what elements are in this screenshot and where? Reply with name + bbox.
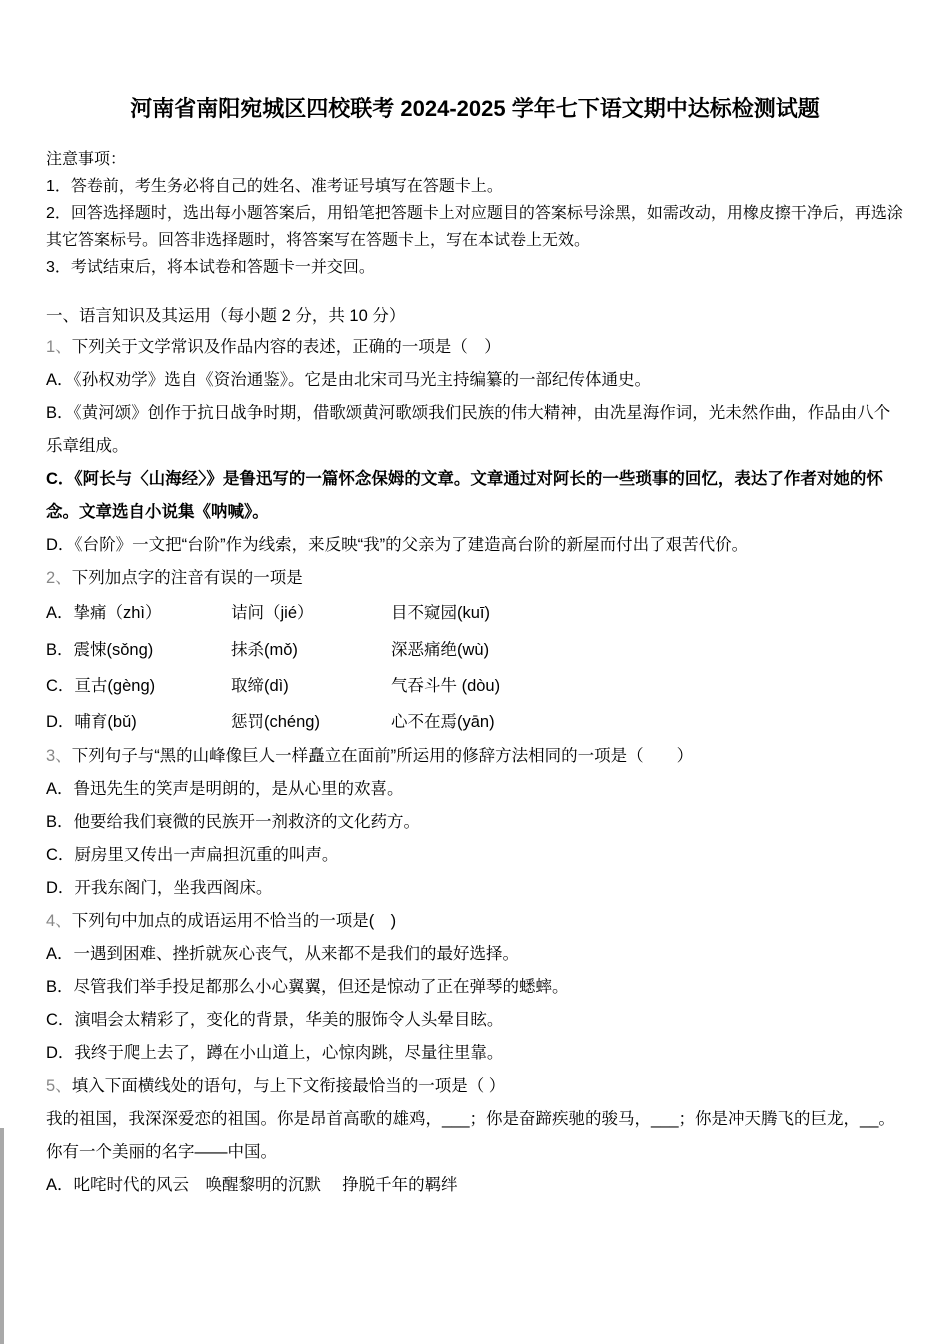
q4-option-a: A．一遇到困难、挫折就灰心丧气，从来都不是我们的最好选择。 bbox=[46, 945, 520, 964]
notice-item: 1．答卷前，考生务必将自己的姓名、准考证号填写在答题卡上。 bbox=[46, 177, 503, 195]
q2-a-col3: 目不窥园(kuī) bbox=[391, 604, 490, 623]
q5-passage: 我的祖国，我深深爱恋的祖国。你是昂首高歌的雄鸡，___；你是奋蹄疾驰的骏马，___；你是冲天腾飞的巨龙，__。你有一个美丽的名字——中国。 bbox=[46, 1110, 895, 1162]
q4-stem-text: 下列句中加点的成语运用不恰当的一项是( ) bbox=[71, 912, 397, 931]
q2-b-col3: 深恶痛绝(wù) bbox=[391, 640, 490, 659]
q2-option-c bbox=[46, 668, 904, 704]
q4-option-b: B．尽管我们举手投足都那么小心翼翼，但还是惊动了正在弹琴的蟋蟀。 bbox=[46, 978, 569, 997]
q2-d-col2: 惩罚(chéng) bbox=[231, 713, 320, 732]
q5-stem bbox=[46, 1070, 904, 1103]
q2-option-d bbox=[46, 704, 904, 740]
notice-item: 2．回答选择题时，选出每小题答案后，用铅笔把答题卡上对应题目的答案标号涂黑，如需改动，用橡皮擦干净后，再选涂其它答案标号。回答非选择题时，将答案写在答题卡上，写在本试卷上无效。 bbox=[46, 204, 903, 250]
question-number: 1、 bbox=[46, 338, 72, 357]
notice-block bbox=[46, 146, 904, 282]
q2-c-col2: 取缔(dì) bbox=[231, 676, 289, 695]
q1-option-c: C．《阿长与〈山海经〉》是鲁迅写的一篇怀念保姆的文章。文章通过对阿长的一些琐事的回忆，表达了作者对她的怀念。文章选自小说集《呐喊》。 bbox=[46, 470, 883, 522]
q3-option-d: D．开我东阁门，坐我西阁床。 bbox=[46, 879, 273, 898]
q1-option-d: D．《台阶》一文把“台阶”作为线索，来反映“我”的父亲为了建造高台阶的新屋而付出了艰苦代价。 bbox=[46, 536, 749, 555]
page-title: 河南省南阳宛城区四校联考 2024-2025 学年七下语文期中达标检测试题 bbox=[130, 96, 820, 121]
q3-stem-text: 下列句子与“黑的山峰像巨人一样矗立在面前”所运用的修辞方法相同的一项是（ ） bbox=[71, 747, 694, 766]
q1-stem bbox=[46, 331, 904, 364]
q2-a-col2: 诘问（jié） bbox=[231, 604, 314, 623]
q3-stem bbox=[46, 740, 904, 773]
question-number: 4、 bbox=[46, 912, 72, 931]
q2-stem bbox=[46, 562, 904, 595]
q2-c-col1: C．亘古(gèng) bbox=[46, 676, 156, 695]
q2-d-col1: D．哺育(bǔ) bbox=[46, 713, 137, 732]
q4-option-c: C．演唱会太精彩了，变化的背景，华美的服饰令人头晕目眩。 bbox=[46, 1011, 504, 1030]
q2-stem-text: 下列加点字的注音有误的一项是 bbox=[71, 569, 303, 588]
q1-option-a: A．《孙权劝学》选自《资治通鉴》。它是由北宋司马光主持编纂的一部纪传体通史。 bbox=[46, 371, 652, 390]
left-edge-scrollbar[interactable] bbox=[0, 1128, 4, 1344]
q2-a-col1: A．挚痛（zhì） bbox=[46, 604, 162, 623]
section-heading: 一、语言知识及其运用（每小题 2 分，共 10 分） bbox=[46, 306, 406, 325]
q1-stem-text: 下列关于文学常识及作品内容的表述，正确的一项是（ ） bbox=[71, 338, 501, 357]
q1-option-b: B．《黄河颂》创作于抗日战争时期，借歌颂黄河歌颂我们民族的伟大精神，由冼星海作词，光未然作曲，作品由八个乐章组成。 bbox=[46, 404, 891, 456]
notice-item: 3．考试结束后，将本试卷和答题卡一并交回。 bbox=[46, 259, 375, 277]
q2-option-a bbox=[46, 595, 904, 631]
q2-b-col2: 抹杀(mǒ) bbox=[231, 640, 298, 659]
q5-stem-text: 填入下面横线处的语句，与上下文衔接最恰当的一项是（ ） bbox=[71, 1077, 506, 1096]
q3-option-c: C．厨房里又传出一声扁担沉重的叫声。 bbox=[46, 846, 339, 865]
question-number: 3、 bbox=[46, 747, 72, 766]
q2-b-col1: B．震悚(sǒng) bbox=[46, 640, 154, 659]
q3-option-b: B．他要给我们衰微的民族开一剂救济的文化药方。 bbox=[46, 813, 421, 832]
q3-option-a: A．鲁迅先生的笑声是明朗的，是从心里的欢喜。 bbox=[46, 780, 404, 799]
question-number: 2、 bbox=[46, 569, 72, 588]
q2-option-b bbox=[46, 632, 904, 668]
q4-option-d: D．我终于爬上去了，蹲在小山道上，心惊肉跳，尽量往里靠。 bbox=[46, 1044, 504, 1063]
q5-option-a: A．叱咤时代的风云 唤醒黎明的沉默 挣脱千年的羁绊 bbox=[46, 1176, 458, 1195]
q4-stem bbox=[46, 905, 904, 938]
question-number: 5、 bbox=[46, 1077, 72, 1096]
q2-c-col3: 气吞斗牛 (dòu) bbox=[391, 676, 501, 695]
q2-d-col3: 心不在焉(yān) bbox=[391, 713, 495, 732]
notice-heading: 注意事项： bbox=[46, 150, 127, 168]
